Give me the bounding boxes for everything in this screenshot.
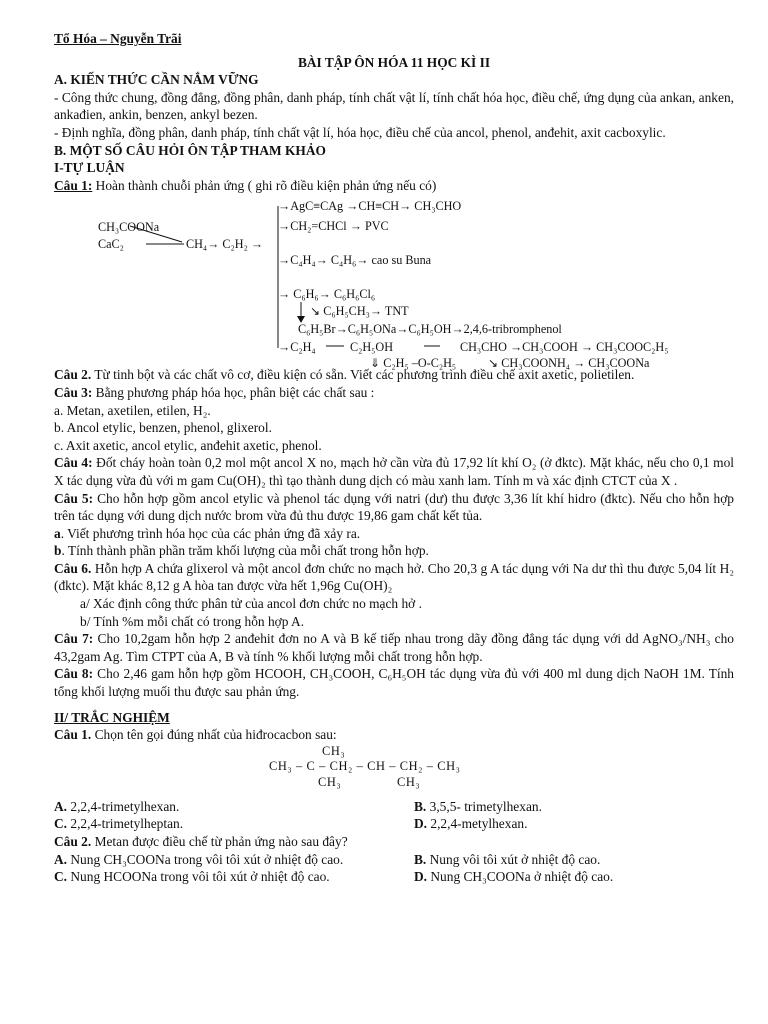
scheme-branch-11: ↘ CH₃COONH₄ → CH₃COONa [488, 356, 650, 371]
scheme-branch-7: →C₂H₄ [278, 340, 316, 355]
question-1-label: Câu 1: [54, 177, 93, 193]
option-label: A. [54, 798, 68, 814]
question-3-text: Bằng phương pháp hóa học, phân biệt các chất sau : [92, 384, 375, 400]
scheme-ch4-c2h2: CH₄→ C₂H₂ → [186, 237, 264, 252]
scheme-ch3coona: CH₃COONa [98, 220, 160, 235]
mc-question-2 [54, 833, 734, 851]
scheme-branch-10: ⇓ C₂H₅ –O-C₂H₅ [370, 356, 457, 371]
question-5a [54, 525, 734, 543]
question-7-label: Câu 7: [54, 631, 94, 647]
scheme-branch-1: →AgC≡CAg →CH≡CH→ CH₃CHO [278, 199, 462, 214]
question-7-text: Cho 10,2gam hỗn hợp 2 anđehit đơn no A và B kế tiếp nhau trong dãy đồng đẳng tác dụng với dd AgNO₃/NH₃ cho 43,2gam Ag. Tìm CTPT của A, B và tính % khối lượng mỗi chất trong hỗn hợp. [54, 631, 734, 664]
question-6-text: Hỗn hợp A chứa glixerol và một ancol đơn chức no mạch hở. Cho 20,3 g A tác dụng với Na dư thì thu được 5,04 lít H₂ (đktc). Mặt khác 8,12 g A hòa tan được vừa hết 1,96g Cu(OH)₂ [54, 560, 734, 594]
mc-2-options-row-1 [54, 851, 734, 869]
option-label: A. [54, 851, 68, 867]
question-3a: a. Metan, axetilen, etilen, H₂. [54, 402, 211, 418]
part-2-heading: II/ TRẮC NGHIỆM [54, 709, 170, 725]
question-8-text: Cho 2,46 gam hỗn hợp gồm HCOOH, CH₃COOH, C₆H₅OH tác dụng vừa đủ với 400 ml dung dịch NaOH 1M. Tính tổng khối lượng muối thu được sau phản ứng. [54, 666, 734, 700]
scheme-cac2: CaC₂ [98, 237, 124, 252]
option-label: B. [414, 851, 427, 867]
question-3-label: Câu 3: [54, 384, 93, 400]
option-label: C. [54, 869, 68, 885]
question-6a: a/ Xác định công thức phân tử của ancol đơn chức no mạch hở . [80, 596, 422, 612]
mc-1-option-b[interactable] [414, 798, 542, 816]
question-8 [54, 665, 734, 700]
question-2-text: Từ tinh bột và các chất vô cơ, điều kiện có sẵn. Viết các phương trình điều chế axit axetic, polietilen. [91, 367, 635, 383]
page-title: BÀI TẬP ÔN HÓA 11 HỌC KÌ II [297, 54, 491, 70]
part-1-heading: I-TỰ LUẬN [54, 160, 125, 176]
mc-1-options-row-1 [54, 798, 734, 816]
question-7 [54, 630, 734, 665]
document-page [54, 30, 734, 886]
question-5-label: Câu 5: [54, 490, 94, 506]
reaction-scheme [54, 194, 734, 371]
question-5-text: Cho hỗn hợp gồm ancol etylic và phenol tác dụng với natri (dư) thu được 3,36 lít khí hidro (đktc). Nếu cho hỗn hợp trên tác dụng với dung dịch nước brom vừa đủ thu được 19,86 gam chất kết tủa. [54, 490, 734, 524]
question-6b: b/ Tính %m mỗi chất có trong hỗn hợp A. [80, 613, 305, 629]
option-label: D. [414, 869, 428, 885]
question-5b [54, 542, 734, 560]
mc-question-2-text: Metan được điều chế từ phản ứng nào sau đây? [91, 834, 348, 849]
formula-bottom-methyl-2: CH₃ [397, 774, 421, 789]
mc-question-1-text: Chọn tên gọi đúng nhất của hiđrocacbon sau: [91, 727, 337, 743]
option-text: 3,5,5- trimetylhexan. [426, 798, 542, 814]
scheme-branch-5: ↘ C₆H₅CH₃→ TNT [310, 304, 409, 319]
question-4 [54, 454, 734, 489]
question-5a-label: a [54, 525, 61, 541]
formula-top-methyl: CH₃ [322, 743, 346, 758]
question-5a-text: . Viết phương trình hóa học của các phản ứng đã xảy ra. [60, 525, 361, 541]
question-6 [54, 560, 734, 595]
question-5b-label: b [54, 543, 62, 559]
option-text: 2,2,4-trimetylhexan. [67, 798, 180, 814]
scheme-branch-2: →CH₂=CHCl → PVC [278, 219, 389, 234]
option-text: Nung CH₃COONa ở nhiệt độ cao. [427, 869, 614, 885]
option-text: Nung vôi tôi xút ở nhiệt độ cao. [426, 851, 601, 867]
question-6-label: Câu 6. [54, 560, 92, 576]
question-4-label: Câu 4: [54, 455, 93, 471]
scheme-branch-9: CH₃CHO →CH₃COOH → CH₃COOC₂H₅ [460, 340, 669, 355]
option-text: 2,2,4-trimetylheptan. [67, 816, 184, 832]
question-3 [54, 384, 734, 402]
mc-2-option-b[interactable] [414, 851, 600, 869]
mc-1-option-d[interactable] [414, 815, 527, 833]
question-5 [54, 490, 734, 525]
section-a-heading: A. KIẾN THỨC CẦN NẮM VỮNG [54, 72, 259, 88]
option-text: 2,2,4-metylhexan. [427, 816, 528, 832]
mc-1-options-row-2 [54, 815, 734, 833]
formula-main-chain: CH₃ – C – CH₂ – CH – CH₂ – CH₃ [269, 758, 461, 773]
mc-2-options-row-2 [54, 868, 734, 886]
section-a-line2: - Định nghĩa, đồng phân, danh pháp, tính chất vật lí, hóa học, điều chế của ancol, phenol, anđehit, axit cacboxylic. [54, 124, 666, 140]
mc-question-1-label: Câu 1. [54, 727, 92, 743]
formula-bottom-methyl-1: CH₃ [318, 774, 342, 789]
option-label: B. [414, 798, 427, 814]
mc-question-1 [54, 726, 734, 744]
question-8-label: Câu 8: [54, 666, 94, 682]
question-2-label: Câu 2. [54, 367, 92, 383]
scheme-branch-4: → C₆H₆→ C₆H₆Cl₆ [278, 287, 376, 302]
question-3b: b. Ancol etylic, benzen, phenol, glixerol. [54, 420, 272, 436]
option-label: D. [414, 816, 428, 832]
question-1-text: Hoàn thành chuỗi phản ứng ( ghi rõ điều kiện phản ứng nếu có) [92, 177, 437, 193]
mc-2-option-c[interactable] [54, 868, 414, 886]
question-3c: c. Axit axetic, ancol etylic, anđehit axetic, phenol. [54, 437, 322, 453]
mc-1-option-c[interactable] [54, 815, 414, 833]
mc-2-option-d[interactable] [414, 868, 613, 886]
scheme-branch-8: C₂H₅OH [350, 340, 394, 355]
mc-1-option-a[interactable] [54, 798, 414, 816]
section-b-heading: B. MỘT SỐ CÂU HỎI ÔN TẬP THAM KHẢO [54, 142, 326, 158]
question-5b-text: . Tính thành phần phần trăm khối lượng của mỗi chất trong hỗn hợp. [61, 543, 429, 559]
section-a-line1: - Công thức chung, đồng đẳng, đồng phân, danh pháp, tính chất vật lí, tính chất hóa học, điều chế, ứng dụng của ankan, anken, ankađien, ankin, benzen, ankyl bezen. [54, 89, 734, 123]
option-text: Nung CH₃COONa trong vôi tôi xút ở nhiệt độ cao. [67, 851, 344, 867]
mc-2-option-a[interactable] [54, 851, 414, 869]
mc-question-2-label: Câu 2. [54, 834, 92, 849]
question-1 [54, 177, 734, 195]
header: Tổ Hóa – Nguyễn Trãi [54, 31, 182, 46]
question-4-text: Đốt cháy hoàn toàn 0,2 mol một ancol X no, mạch hở cần vừa đủ 17,92 lít khí O₂ (ở đktc). Mặt khác, nếu cho 0,1 mol X tác dụng vừa đủ với m gam Cu(OH)₂ thì tạo thành dung dịch có màu xanh lam. Tính m và xác định CTCT của X . [54, 455, 734, 488]
option-text: Nung HCOONa trong vôi tôi xút ở nhiệt độ cao. [67, 869, 330, 885]
scheme-branch-3: →C₄H₄→ C₄H₆→ cao su Buna [278, 253, 432, 268]
option-label: C. [54, 816, 68, 832]
scheme-branch-6: C₆H₅Br→C₆H₅ONa→C₆H₅OH→2,4,6-tribromphenol [298, 322, 562, 337]
structural-formula [54, 744, 734, 798]
